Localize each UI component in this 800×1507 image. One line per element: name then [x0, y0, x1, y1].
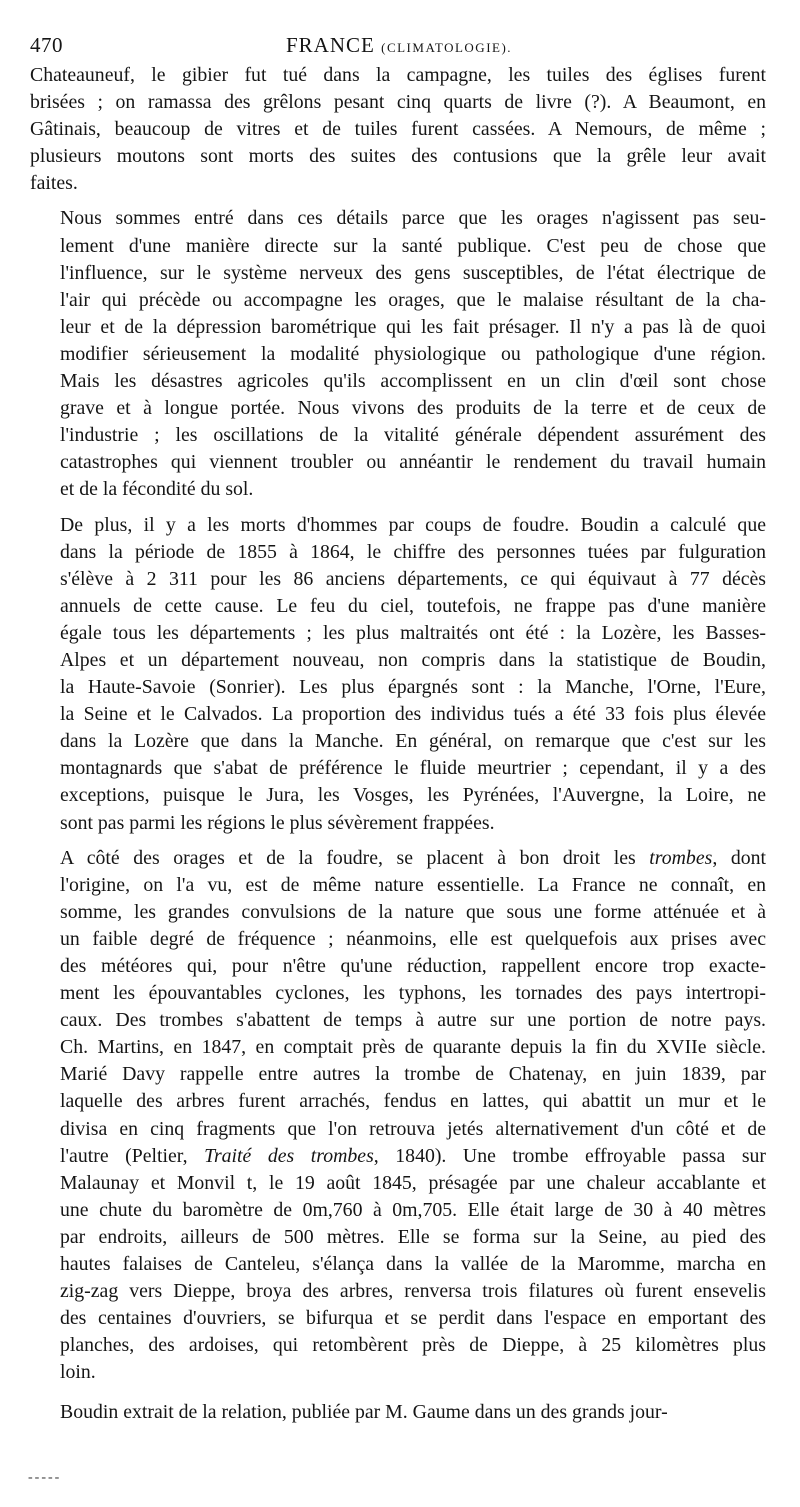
paragraph	[30, 205, 766, 503]
text-line: Mais les désastres agricoles qu'ils accomplissent en un clin d'œil sont chose	[60, 370, 766, 393]
text-line: loin.	[60, 1361, 96, 1384]
text-line: l'origine, on l'a vu, est de même nature essentielle. La France ne connaît, en	[60, 873, 766, 896]
running-title	[286, 28, 512, 65]
text-line: catastrophes qui viennent troubler ou annéantir le rendement du travail humain	[60, 451, 766, 474]
text-line: l'industrie ; les oscillations de la vitalité générale dépendent assurément des	[60, 424, 766, 447]
text-line: un faible degré de fréquence ; néanmoins, elle est quelquefois aux prises avec	[60, 927, 766, 950]
text-line: égale tous les départements ; les plus maltraités ont été : la Lozère, les Basses-	[60, 621, 766, 644]
text-line: l'autre (Peltier, Traité des trombes, 1840). Une trombe effroyable passa sur	[60, 1144, 766, 1167]
footer-mark: -----	[28, 1470, 62, 1485]
body-text	[30, 62, 766, 1426]
running-head	[30, 28, 766, 62]
paragraph	[30, 62, 766, 197]
text-line: Alpes et un département nouveau, non compris dans la statistique de Boudin,	[60, 648, 766, 671]
text-line: Malaunay et Monvil t, le 19 août 1845, présagée par une chaleur accablante et	[60, 1171, 766, 1194]
italic-text: Traité des trombes	[204, 1144, 374, 1167]
paragraph	[30, 1399, 766, 1426]
running-title-main: FRANCE	[286, 33, 375, 57]
text-line: l'influence, sur le système nerveux des gens susceptibles, de l'état électrique de	[60, 261, 766, 284]
text-line: sont pas parmi les régions le plus sévèrement frappées.	[60, 811, 495, 834]
running-title-subtitle: (CLIMATOLOGIE).	[381, 40, 513, 55]
text-line: caux. Des trombes s'abattent de temps à autre sur une portion de notre pays.	[60, 1009, 766, 1032]
text-line: planches, des ardoises, qui retombèrent près de Dieppe, à 25 kilomètres plus	[60, 1334, 766, 1357]
text-line: leur et de la dépression barométrique qui les fait présager. Il n'y a pas là de quoi	[60, 315, 766, 338]
text-line: hautes falaises de Canteleu, s'élança dans la vallée de la Maromme, marcha en	[60, 1253, 766, 1276]
text-line: Chateauneuf, le gibier fut tué dans la campagne, les tuiles des églises furent	[30, 64, 766, 86]
text-line: A côté des orages et de la foudre, se placent à bon droit les trombes, dont	[60, 846, 766, 869]
text-line: dans la période de 1855 à 1864, le chiffre des personnes tuées par fulguration	[60, 540, 766, 563]
text-line: la Haute-Savoie (Sonrier). Les plus épargnés sont : la Manche, l'Orne, l'Eure,	[60, 676, 766, 699]
text-line: divisa en cinq fragments que l'on retrouva jetés alternativement d'un côté et de	[60, 1117, 766, 1140]
page-number: 470	[30, 33, 63, 57]
text-line: De plus, il y a les morts d'hommes par coups de foudre. Boudin a calculé que	[60, 513, 766, 536]
text-line: zig-zag vers Dieppe, broya des arbres, renversa trois filatures où furent ensevelis	[60, 1280, 766, 1303]
text-line: Ch. Martins, en 1847, en comptait près de quarante depuis la fin du XVIIe siècle.	[60, 1036, 766, 1059]
italic-text: trombes	[649, 846, 713, 869]
text-line: l'air qui précède ou accompagne les orages, que le malaise résultant de la cha-	[60, 288, 766, 311]
text-line: Marié Davy rappelle entre autres la trombe de Chatenay, en juin 1839, par	[60, 1063, 766, 1086]
text-line: exceptions, puisque le Jura, les Vosges, les Pyrénées, l'Auvergne, la Loire, ne	[60, 784, 766, 807]
text-line: grave et à longue portée. Nous vivons des produits de la terre et de ceux de	[60, 397, 766, 420]
text-line: des centaines d'ouvriers, se bifurqua et se perdit dans l'espace en emportant des	[60, 1307, 766, 1330]
text-line: Gâtinais, beaucoup de vitres et de tuiles furent cassées. A Nemours, de même ;	[30, 118, 766, 141]
text-line: Nous sommes entré dans ces détails parce que les orages n'agissent pas seu-	[60, 207, 766, 230]
text-line: s'élève à 2 311 pour les 86 anciens départements, ce qui équivaut à 77 décès	[60, 567, 766, 590]
text-line: brisées ; on ramassa des grêlons pesant cinq quarts de livre (?). A Beaumont, en	[30, 91, 766, 114]
text-line: plusieurs moutons sont morts des suites des contusions que la grêle leur avait	[30, 145, 766, 168]
text-line: modifier sérieusement la modalité physiologique ou pathologique d'une région.	[60, 342, 766, 365]
text-line: une chute du baromètre de 0m,760 à 0m,705. Elle était large de 30 à 40 mètres	[60, 1198, 766, 1221]
paragraph	[30, 845, 766, 1387]
text-line: et de la fécondité du sol.	[60, 478, 254, 501]
text-line: faites.	[30, 172, 78, 195]
text-line: dans la Lozère que dans la Manche. En général, on remarque que c'est sur les	[60, 730, 766, 753]
text-line: lement d'une manière directe sur la santé publique. C'est peu de chose que	[60, 234, 766, 257]
paragraph	[30, 512, 766, 837]
text-line: ment les épouvantables cyclones, les typhons, les tornades des pays intertropi-	[60, 982, 766, 1005]
text-line: annuels de cette cause. Le feu du ciel, toutefois, ne frappe pas d'une manière	[60, 594, 766, 617]
text-line: des météores qui, pour n'être qu'une réduction, rappellent encore trop exacte-	[60, 955, 766, 977]
document-page	[30, 28, 766, 1468]
text-line: la Seine et le Calvados. La proportion des individus tués a été 33 fois plus élevée	[60, 703, 766, 726]
text-line: Boudin extrait de la relation, publiée par M. Gaume dans un des grands jour-	[60, 1400, 668, 1423]
text-line: somme, les grandes convulsions de la nature que sous une forme atténuée et à	[60, 900, 766, 923]
text-line: montagnards que s'abat de préférence le fluide meurtrier ; cependant, il y a des	[60, 757, 766, 780]
text-line: par endroits, ailleurs de 500 mètres. Elle se forma sur la Seine, au pied des	[60, 1225, 766, 1248]
text-line: laquelle des arbres furent arrachés, fendus en lattes, qui abattit un mur et le	[60, 1090, 766, 1113]
